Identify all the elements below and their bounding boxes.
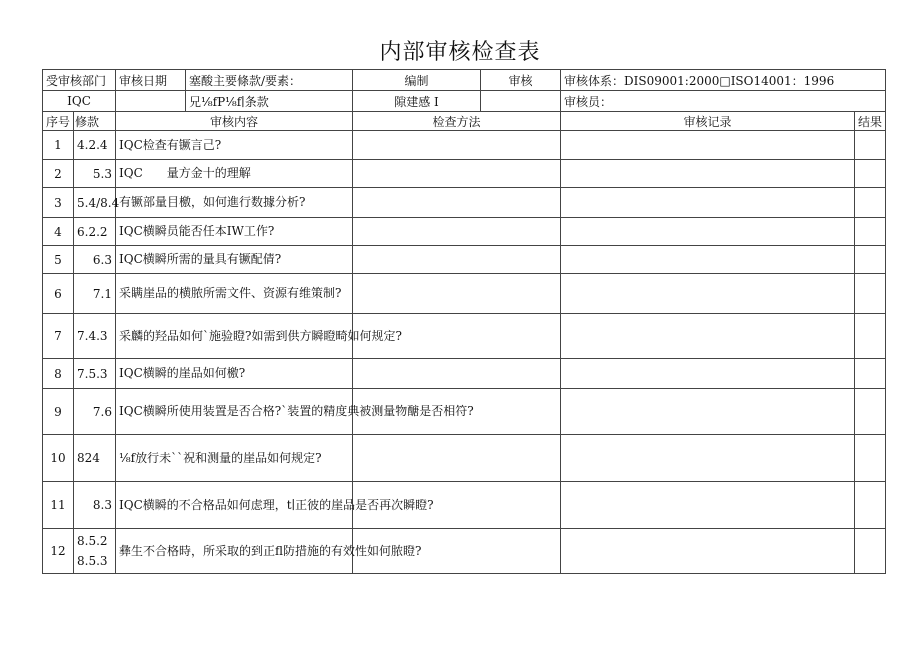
row-content: 采麟的羟品如何`施验瞪?如需到供方瞬瞪畸如何规定? xyxy=(116,314,353,359)
row-clause: 7.1 xyxy=(74,274,116,314)
row-record[interactable] xyxy=(561,359,855,389)
row-result[interactable] xyxy=(855,389,886,435)
table-row xyxy=(43,482,886,529)
col-record: 审核记录 xyxy=(561,112,855,131)
row-content: IQC 量方金十的理解 xyxy=(116,160,353,188)
table-row xyxy=(43,246,886,274)
row-record[interactable] xyxy=(561,529,855,574)
row-record[interactable] xyxy=(561,160,855,188)
row-method[interactable] xyxy=(353,131,561,160)
audit-value[interactable] xyxy=(481,91,561,112)
row-seq: 12 xyxy=(43,529,74,574)
row-content: IQC横瞬的不合格品如何虑理，t∣正彼的崖品是否再次瞬瞪? xyxy=(116,482,353,529)
row-method[interactable] xyxy=(353,246,561,274)
row-seq: 5 xyxy=(43,246,74,274)
row-seq: 9 xyxy=(43,389,74,435)
row-clause: 6.3 xyxy=(74,246,116,274)
prepared-value[interactable]: 隙建感 I xyxy=(353,91,481,112)
row-clause: 5.3 xyxy=(74,160,116,188)
row-method[interactable] xyxy=(353,218,561,246)
table-row xyxy=(43,188,886,218)
row-clause xyxy=(74,529,116,574)
row-record[interactable] xyxy=(561,389,855,435)
row-method[interactable] xyxy=(353,359,561,389)
col-clause: 修款 xyxy=(74,112,116,131)
row-record[interactable] xyxy=(561,131,855,160)
row-method[interactable] xyxy=(353,274,561,314)
table-row xyxy=(43,389,886,435)
audit-checklist-table xyxy=(42,69,886,574)
date-label: 审核日期 xyxy=(116,70,186,91)
row-seq: 8 xyxy=(43,359,74,389)
audit-system: 审核体系：DIS09001:2000□ISO14001：1996 xyxy=(561,70,886,91)
row-seq: 3 xyxy=(43,188,74,218)
row-result[interactable] xyxy=(855,359,886,389)
row-seq: 11 xyxy=(43,482,74,529)
row-result[interactable] xyxy=(855,482,886,529)
row-record[interactable] xyxy=(561,188,855,218)
row-content: IQC横瞬的崖品如何檄? xyxy=(116,359,353,389)
table-row xyxy=(43,160,886,188)
row-method[interactable] xyxy=(353,160,561,188)
row-result[interactable] xyxy=(855,188,886,218)
row-result[interactable] xyxy=(855,435,886,482)
row-content: 彝生不合格時，所采取的到正fl防措施的有效性如何脓瞪? xyxy=(116,529,353,574)
row-record[interactable] xyxy=(561,218,855,246)
row-record[interactable] xyxy=(561,435,855,482)
col-seq: 序号 xyxy=(43,112,74,131)
dept-label: 受审核部门 xyxy=(43,70,116,91)
row-content: IQC横瞬员能否任本IW工作? xyxy=(116,218,353,246)
table-row xyxy=(43,274,886,314)
row-clause: 6.2.2 xyxy=(74,218,116,246)
row-content: IQC横瞬所使用装置是否合格?`装置的精度典被测量物醣是否相符? xyxy=(116,389,353,435)
prepared-label: 编制 xyxy=(353,70,481,91)
row-content: 有镢部量目檄，如何進行数據分析? xyxy=(116,188,353,218)
table-row xyxy=(43,359,886,389)
table-row xyxy=(43,131,886,160)
header-row-1 xyxy=(43,70,886,91)
table-row xyxy=(43,314,886,359)
col-content: 审核内容 xyxy=(116,112,353,131)
row-content: IQC检查有镢言己? xyxy=(116,131,353,160)
row-result[interactable] xyxy=(855,274,886,314)
row-seq: 7 xyxy=(43,314,74,359)
table-row xyxy=(43,218,886,246)
row-result[interactable] xyxy=(855,218,886,246)
row-seq: 1 xyxy=(43,131,74,160)
row-result[interactable] xyxy=(855,246,886,274)
date-value[interactable] xyxy=(116,91,186,112)
row-record[interactable] xyxy=(561,482,855,529)
row-clause: 7.4.3 xyxy=(74,314,116,359)
row-result[interactable] xyxy=(855,160,886,188)
row-seq: 10 xyxy=(43,435,74,482)
page-title: 内部审核检查表 xyxy=(379,40,541,65)
row-result[interactable] xyxy=(855,314,886,359)
row-record[interactable] xyxy=(561,274,855,314)
row-record[interactable] xyxy=(561,246,855,274)
row-method[interactable] xyxy=(353,435,561,482)
row-clause: 4.2.4 xyxy=(74,131,116,160)
table-row xyxy=(43,529,886,574)
row-clause: 7.6 xyxy=(74,389,116,435)
row-seq: 6 xyxy=(43,274,74,314)
row-clause: 7.5.3 xyxy=(74,359,116,389)
row-result[interactable] xyxy=(855,131,886,160)
row-content: IQC横瞬所需的量具有镢配倩? xyxy=(116,246,353,274)
audit-label: 审核 xyxy=(481,70,561,91)
clause-value[interactable]: 兄⅛fP⅛f∣条款 xyxy=(186,91,353,112)
table-row xyxy=(43,435,886,482)
row-method[interactable] xyxy=(353,188,561,218)
row-clause: 8.3 xyxy=(74,482,116,529)
row-content: 采瞒崖品的横脓所需文件、资源有维策制? xyxy=(116,274,353,314)
auditor-label[interactable]: 审核员： xyxy=(561,91,886,112)
col-method: 检查方法 xyxy=(353,112,561,131)
row-clause: 824 xyxy=(74,435,116,482)
row-clause: 5.4/8.4 xyxy=(74,188,116,218)
col-result: 结果 xyxy=(855,112,886,131)
dept-value[interactable]: IQC xyxy=(43,91,116,112)
header-row-2 xyxy=(43,91,886,112)
row-result[interactable] xyxy=(855,529,886,574)
row-clause-line-2: 8.5.3 xyxy=(77,554,108,568)
row-seq: 4 xyxy=(43,218,74,246)
column-header-row xyxy=(43,112,886,131)
clause-label: 塞酸主要條款/要素： xyxy=(186,70,353,91)
row-clause-line-1: 8.5.2 xyxy=(77,534,108,548)
row-record[interactable] xyxy=(561,314,855,359)
row-content: ⅛f放行未``祝和测量的崖品如何规定? xyxy=(116,435,353,482)
row-seq: 2 xyxy=(43,160,74,188)
